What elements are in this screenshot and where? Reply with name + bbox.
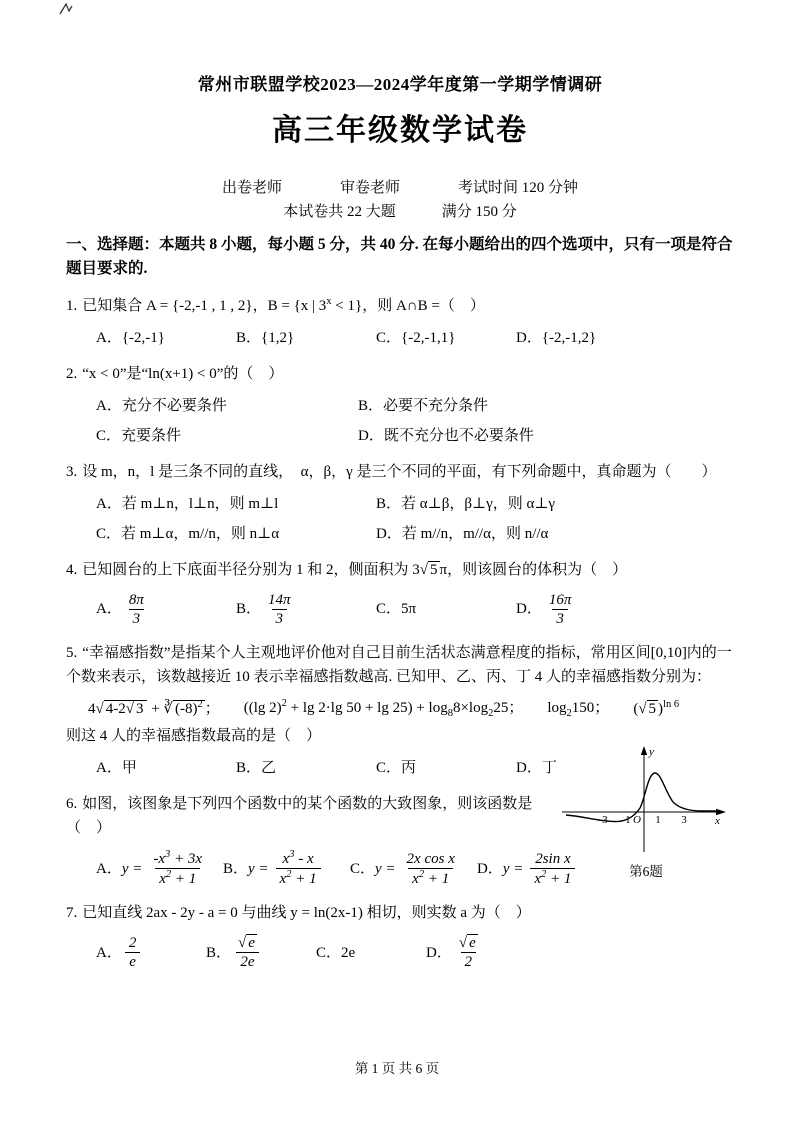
fraction-numerator: $x^3$ - x	[282, 849, 314, 868]
fraction-numerator: 2x cos x	[406, 850, 455, 867]
question-1	[66, 294, 734, 350]
question-2	[66, 362, 734, 447]
question-5-option-c: C．丙	[376, 759, 417, 776]
graph-tick-minus3: -3	[598, 814, 608, 827]
fraction-numerator: 2sin x	[535, 850, 571, 867]
question-3-text: 设 m，n，l 是三条不同的直线， α，β，γ 是三个不同的平面，有下列命题中，真命题为（ ）	[82, 464, 717, 481]
question-1-option-b: B．{1,2}	[236, 329, 295, 346]
fraction-denominator: 2e	[236, 952, 258, 971]
exam-info-row-1	[66, 177, 734, 200]
question-6-figure	[558, 742, 734, 882]
page-footer: 第 1 页 共 6 页	[354, 1060, 440, 1076]
question-1-option-d: D．{-2,-1,2}	[516, 329, 597, 346]
option-equation-lhs: y =	[248, 860, 269, 877]
question-5-math-line	[66, 696, 734, 722]
figure-caption: 第6题	[629, 863, 663, 879]
fraction	[264, 591, 295, 628]
exam-maker-label: 出卷老师	[221, 179, 282, 196]
fraction	[276, 849, 321, 888]
question-1-option-a: A．{-2,-1}	[96, 329, 165, 346]
question-1-options	[66, 327, 734, 350]
fraction-numerator: 2	[128, 935, 137, 952]
fraction-denominator: 3	[552, 609, 568, 628]
fraction-denominator: $x^2 + 1$	[276, 868, 321, 888]
question-5-stem	[66, 641, 734, 689]
option-label: D．	[477, 860, 503, 877]
question-4-option-a	[96, 591, 236, 628]
fraction-denominator: 2	[461, 952, 477, 971]
option-label: A．	[96, 944, 122, 961]
option-value: 5π	[401, 601, 417, 618]
question-5-option-d: D．丁	[516, 759, 557, 776]
question-1-stem	[66, 294, 734, 318]
fraction-denominator: 3	[272, 609, 288, 628]
question-4-stem	[66, 558, 734, 582]
option-label: B．	[236, 601, 262, 618]
question-6-option-b	[223, 849, 350, 888]
question-3-stem	[66, 460, 734, 484]
happiness-index-bing: $\log_2150$；	[547, 699, 610, 719]
exam-title: 高三年级数学试卷	[272, 113, 528, 147]
fraction	[125, 934, 141, 971]
question-3-options	[66, 493, 734, 545]
option-label: C．	[350, 860, 376, 877]
question-6-option-a	[96, 849, 223, 888]
section-1-heading: 一、选择题：本题共 8 小题，每小题 5 分，共 40 分. 在每小题给出的四个选项中，只有一项是符合题目要求的.	[66, 235, 733, 277]
fraction	[125, 591, 148, 628]
question-7-options	[66, 934, 734, 971]
question-2-option-d: D．既不充分也不必要条件	[358, 427, 534, 444]
question-5-option-b: B．乙	[236, 759, 277, 776]
option-label: D．	[426, 944, 452, 961]
question-5-text: “幸福感指数”是指某个人主观地评价他对自己目前生活状态满意程度的指标，常用区间[0,10]内的一个数来表示，该数越接近 10 表示幸福感指数越高. 已知甲、乙、丙、丁 4 人的幸福感指数分别为：	[66, 645, 732, 686]
question-3-option-b: B．若 α⊥β，β⊥γ，则 α⊥γ	[376, 496, 556, 513]
question-3	[66, 460, 734, 545]
question-2-option-c: C．充要条件	[96, 427, 182, 444]
question-4-text: 已知圆台的上下底面半径分别为 1 和 2，侧面积为 3√ 5 π，则该圆台的体积为（ ）	[82, 562, 628, 579]
question-1-number: 1.	[66, 297, 78, 314]
question-2-text: “x < 0”是“ln(x+1) < 0”的（ ）	[82, 366, 284, 383]
fraction	[403, 850, 459, 888]
question-1-text: 已知集合 A = {-2,-1 , 1 , 2}，B = {x | $3^x < 1$}，则 A∩B =（ ）	[82, 295, 485, 314]
question-2-options	[66, 395, 734, 447]
option-label: B．	[206, 944, 232, 961]
option-label: A．	[96, 601, 122, 618]
fraction	[455, 934, 482, 971]
graph-tick-3: 3	[681, 814, 687, 827]
question-7	[66, 901, 734, 971]
exam-paper-count: 本试卷共 22 大题	[283, 204, 396, 220]
fraction-denominator: $x^2 + 1$	[155, 868, 200, 888]
fraction-denominator: e	[125, 952, 140, 971]
corner-artifact-mark	[58, 2, 74, 16]
happiness-index-yi: ((lg 2)$^2$ + lg 2·lg $50 + \lg 25) + \log_88\times\log_225$；	[243, 698, 524, 720]
fraction	[234, 934, 261, 971]
fraction-numerator: 14π	[268, 592, 291, 609]
graph-tick-minus1: -1	[621, 814, 631, 827]
question-7-option-a	[96, 934, 206, 971]
question-5-text-2: 则这 4 人的幸福感指数最高的是（ ）	[66, 727, 322, 744]
question-6-number: 6.	[66, 796, 78, 813]
happiness-index-ding: (√ 5 )$^{ln 6}$	[633, 699, 680, 718]
question-3-option-c: C．若 m⊥α，m//n，则 n⊥α	[96, 525, 280, 542]
question-6-text: 如图，该图象是下列四个函数中的某个函数的大致图象，则该函数是	[82, 796, 533, 813]
question-4-options	[66, 591, 734, 628]
graph-tick-1: 1	[655, 814, 661, 827]
fraction	[545, 591, 576, 628]
question-7-option-b	[206, 934, 316, 971]
happiness-index-jia: 4√ 4-2√ 3 + ∛ $(-8)^2$ ；	[88, 699, 220, 718]
exam-reviewer-label: 审卷老师	[339, 179, 400, 196]
question-7-text: 已知直线 2ax - 2y - a = 0 与曲线 y = ln(2x-1) 相切，则实数 a 为（ ）	[82, 905, 531, 922]
question-7-number: 7.	[66, 905, 78, 922]
question-7-option-d	[426, 934, 536, 971]
question-3-option-a: A．若 m⊥n，l⊥n，则 m⊥l	[96, 496, 279, 513]
fraction-numerator: 8π	[128, 592, 144, 609]
question-5-number: 5.	[66, 645, 78, 662]
function-graph	[558, 742, 734, 854]
fraction-denominator: $x^2 + 1$	[530, 868, 575, 888]
question-3-option-d: D．若 m//n，m//α，则 n//α	[376, 525, 549, 542]
exam-full-score: 满分 150 分	[441, 204, 517, 220]
question-2-option-b: B．必要不充分条件	[358, 398, 489, 415]
fraction	[149, 849, 206, 888]
question-1-option-c: C．{-2,-1,1}	[376, 329, 456, 346]
question-2-stem	[66, 362, 734, 386]
fraction-denominator: 3	[129, 609, 145, 628]
graph-origin-label: O	[633, 814, 641, 827]
function-curve	[566, 773, 718, 822]
exam-info-row-2	[66, 201, 734, 224]
option-equation-lhs: y =	[375, 860, 396, 877]
y-axis-arrow	[641, 746, 647, 755]
option-label: C．	[316, 944, 342, 961]
question-4-option-c	[376, 598, 516, 621]
fraction-denominator: $x^2 + 1$	[408, 868, 453, 888]
question-3-number: 3.	[66, 464, 78, 481]
fraction-numerator: 16π	[548, 592, 572, 609]
option-label: A．	[96, 860, 122, 877]
question-6-answer-paren: （ ）	[66, 820, 112, 837]
fraction-numerator: √ e	[238, 935, 255, 952]
question-4	[66, 558, 734, 628]
option-label: C．	[376, 601, 402, 618]
question-7-stem	[66, 901, 734, 925]
question-4-number: 4.	[66, 562, 78, 579]
option-label: D．	[516, 601, 542, 618]
exam-time-label: 考试时间 120 分钟	[458, 179, 579, 196]
fraction-numerator: √ e	[458, 935, 476, 952]
option-equation-lhs: y =	[502, 860, 524, 877]
question-5-option-a: A．甲	[96, 759, 137, 776]
graph-y-label: y	[649, 746, 654, 759]
question-4-option-d	[516, 591, 656, 628]
question-7-option-c	[316, 942, 426, 965]
exam-subtitle: 常州市联盟学校2023—2024学年度第一学期学情调研	[197, 75, 603, 94]
question-2-option-a: A．充分不必要条件	[96, 398, 227, 415]
option-value: 2e	[341, 944, 356, 961]
option-equation-lhs: y =	[121, 860, 143, 877]
fraction-numerator: $-x^3 + 3x$	[153, 849, 203, 868]
option-label: B．	[223, 860, 249, 877]
question-6-option-c	[350, 850, 477, 888]
question-2-number: 2.	[66, 366, 78, 383]
question-4-option-b	[236, 591, 376, 628]
graph-x-label: x	[715, 815, 720, 828]
